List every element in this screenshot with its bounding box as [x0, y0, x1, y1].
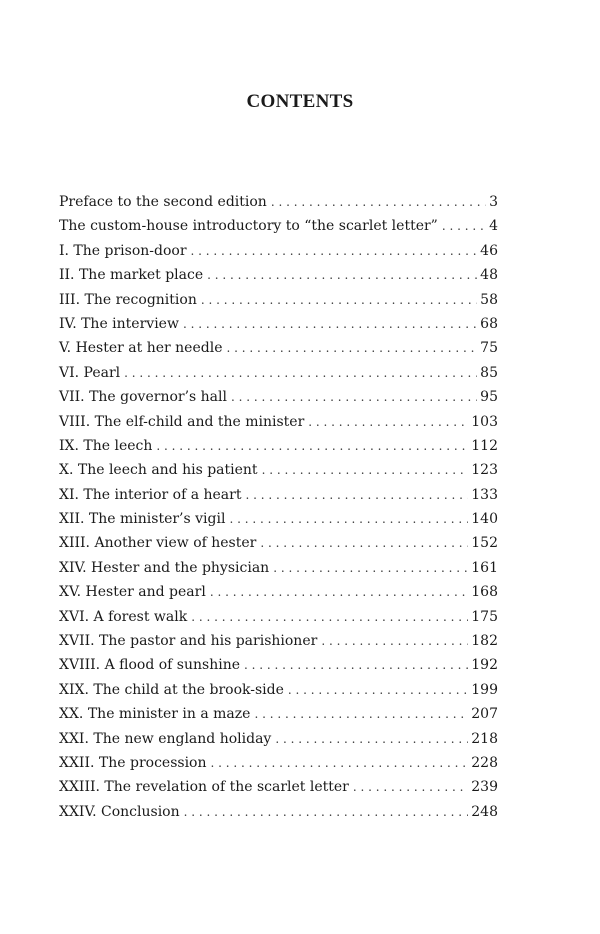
- toc-page-number: 46: [480, 242, 498, 259]
- toc-page-number: 168: [471, 584, 498, 601]
- toc-entry: [59, 288, 498, 312]
- toc-entry-title: XVI. A forest walk: [59, 608, 188, 625]
- toc-dot-leader: [321, 629, 468, 653]
- toc-page-number: 161: [471, 559, 498, 576]
- toc-entry-title: XV. Hester and pearl: [59, 584, 206, 601]
- toc-page-number: 3: [489, 194, 498, 210]
- toc-dot-leader: [254, 702, 468, 726]
- toc-page-number: 228: [471, 754, 498, 771]
- toc-dot-leader: [124, 361, 477, 385]
- toc-entry-title: XVIII. A flood of sunshine: [59, 657, 240, 674]
- toc-entry: [59, 458, 498, 482]
- table-of-contents: [59, 190, 498, 824]
- toc-entry: [59, 580, 498, 604]
- toc-page-number: 175: [471, 608, 498, 625]
- toc-entry-title: XIII. Another view of hester: [59, 535, 257, 552]
- toc-entry-title: VI. Pearl: [59, 364, 121, 381]
- toc-entry: [59, 483, 498, 507]
- toc-page-number: 58: [480, 291, 498, 308]
- toc-page-number: 133: [471, 486, 498, 503]
- toc-page-number: 182: [471, 633, 498, 650]
- toc-entry: [59, 531, 498, 555]
- toc-dot-leader: [231, 385, 477, 409]
- toc-entry-title: IX. The leech: [59, 437, 153, 454]
- toc-dot-leader: [183, 312, 477, 336]
- toc-dot-leader: [271, 190, 486, 214]
- toc-dot-leader: [184, 800, 469, 824]
- toc-page-number: 239: [471, 779, 498, 796]
- toc-dot-leader: [245, 483, 468, 507]
- toc-page-number: 103: [471, 413, 498, 430]
- toc-page-number: 199: [471, 681, 498, 698]
- toc-page-number: 248: [471, 803, 498, 820]
- toc-dot-leader: [210, 580, 468, 604]
- toc-dot-leader: [191, 239, 478, 263]
- toc-entry: [59, 678, 498, 702]
- toc-page-number: 192: [471, 657, 498, 674]
- toc-entry-title: XI. The interior of a heart: [59, 486, 242, 503]
- toc-entry-title: XII. The minister’s vigil: [59, 511, 226, 528]
- toc-entry: [59, 312, 498, 336]
- toc-entry: [59, 751, 498, 775]
- toc-dot-leader: [211, 751, 469, 775]
- toc-page-number: 123: [471, 462, 498, 479]
- toc-page-number: 112: [471, 437, 498, 454]
- toc-dot-leader: [244, 653, 468, 677]
- toc-entry-title: III. The recognition: [59, 291, 197, 308]
- toc-page-number: 95: [480, 389, 498, 406]
- toc-dot-leader: [273, 556, 468, 580]
- toc-page-number: 140: [471, 511, 498, 528]
- toc-entry: [59, 239, 498, 263]
- toc-entry-title: VIII. The elf-child and the minister: [59, 413, 305, 430]
- toc-entry: [59, 800, 498, 824]
- toc-entry-title: V. Hester at her needle: [59, 340, 223, 357]
- toc-entry-title: XX. The minister in a maze: [59, 706, 251, 723]
- page-title: CONTENTS: [246, 90, 354, 112]
- toc-entry-title: Preface to the second edition: [59, 194, 267, 210]
- toc-page-number: 75: [480, 340, 498, 357]
- toc-entry: [59, 727, 498, 751]
- toc-page-number: 207: [471, 706, 498, 723]
- toc-entry: [59, 263, 498, 287]
- toc-entry-title: XXI. The new england holiday: [59, 730, 272, 747]
- toc-dot-leader: [353, 775, 468, 799]
- toc-entry-title: XXIV. Conclusion: [59, 803, 180, 820]
- toc-dot-leader: [288, 678, 468, 702]
- toc-page-number: 152: [471, 535, 498, 552]
- toc-dot-leader: [201, 288, 477, 312]
- toc-entry: [59, 410, 498, 434]
- toc-entry: [59, 629, 498, 653]
- toc-dot-leader: [226, 336, 477, 360]
- toc-page-number: 218: [471, 730, 498, 747]
- toc-entry-title: X. The leech and his patient: [59, 462, 258, 479]
- toc-entry-title: I. The prison-door: [59, 242, 187, 259]
- toc-entry-title: VII. The governor’s hall: [59, 389, 227, 406]
- toc-page-number: 68: [480, 315, 498, 332]
- toc-entry: [59, 336, 498, 360]
- toc-entry-title: XVII. The pastor and his parishioner: [59, 633, 318, 650]
- toc-dot-leader: [191, 605, 468, 629]
- toc-dot-leader: [229, 507, 468, 531]
- toc-entry: [59, 653, 498, 677]
- toc-entry-title: XIX. The child at the brook-side: [59, 681, 284, 698]
- toc-page-number: 48: [480, 267, 498, 284]
- toc-dot-leader: [275, 727, 468, 751]
- toc-entry: [59, 507, 498, 531]
- toc-page-number: 4: [489, 218, 498, 235]
- toc-entry-title: The custom-house introductory to “the scarlet letter”: [59, 218, 438, 235]
- toc-entry-title: XIV. Hester and the physician: [59, 559, 270, 576]
- toc-entry: [59, 702, 498, 726]
- toc-dot-leader: [207, 263, 477, 287]
- toc-entry: [59, 214, 498, 238]
- toc-entry-title: IV. The interview: [59, 315, 179, 332]
- toc-entry: [59, 556, 498, 580]
- toc-entry-title: II. The market place: [59, 267, 204, 284]
- toc-entry: [59, 385, 498, 409]
- toc-dot-leader: [262, 458, 469, 482]
- toc-entry-title: XXII. The procession: [59, 754, 207, 771]
- toc-dot-leader: [156, 434, 468, 458]
- toc-dot-leader: [260, 531, 468, 555]
- toc-entry-title: XXIII. The revelation of the scarlet letter: [59, 779, 349, 796]
- toc-entry: [59, 434, 498, 458]
- toc-entry: [59, 775, 498, 799]
- toc-dot-leader: [308, 410, 468, 434]
- toc-entry: [59, 361, 498, 385]
- toc-entry: [59, 605, 498, 629]
- toc-page-number: 85: [480, 364, 498, 381]
- toc-entry: [59, 190, 498, 214]
- toc-dot-leader: [442, 214, 486, 238]
